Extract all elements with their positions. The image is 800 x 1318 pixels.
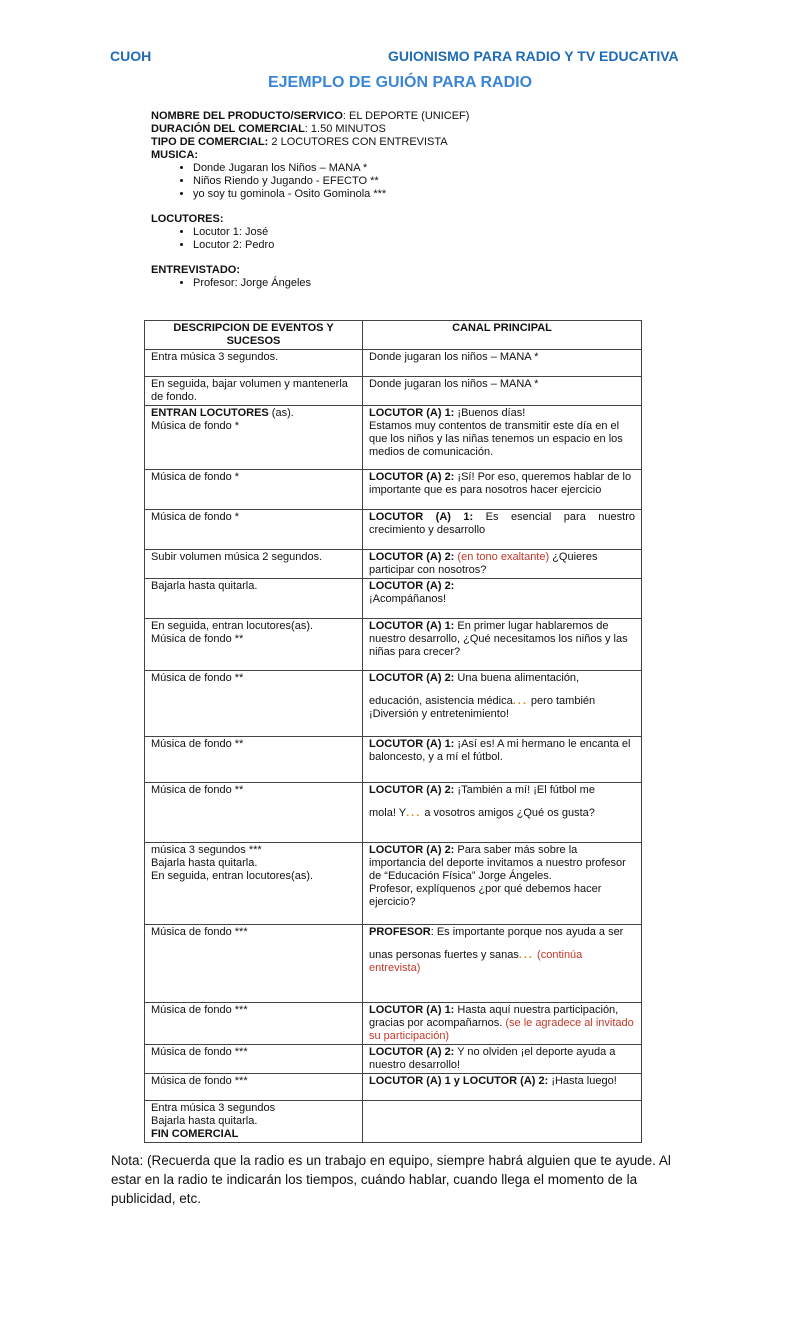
table-row bbox=[145, 843, 642, 925]
table-row bbox=[145, 510, 642, 550]
speaker-label: LOCUTOR (A) 1: bbox=[369, 738, 455, 750]
desc-line: En seguida, entran locutores(as). bbox=[151, 620, 314, 632]
list-item: • Profesor: Jorge Ángeles bbox=[193, 277, 651, 290]
desc-line: Entra música 3 segundos bbox=[151, 1102, 276, 1114]
desc-cell bbox=[145, 579, 363, 619]
product-info bbox=[151, 110, 651, 290]
canal-text: ¡Hasta luego! bbox=[548, 1075, 617, 1087]
desc-cell bbox=[145, 350, 363, 377]
canal-text: Es esencial para nuestro crecimiento y desarrollo bbox=[369, 511, 635, 536]
product-label: NOMBRE DEL PRODUCTO/SERVICO bbox=[151, 110, 343, 122]
desc-line: Subir volumen música 2 segundos. bbox=[151, 551, 323, 563]
ellipsis: ... bbox=[406, 807, 422, 819]
table-row bbox=[145, 1045, 642, 1074]
desc-cell bbox=[145, 1045, 363, 1074]
speaker-label: LOCUTOR (A) 2: bbox=[369, 580, 455, 592]
canal-text: Hasta aquí nuestra participación, gracias por acompañarnos. bbox=[369, 1004, 619, 1029]
desc-bold: ENTRAN LOCUTORES bbox=[151, 407, 269, 419]
canal-cell bbox=[363, 1101, 642, 1143]
canal-text: pero también ¡Diversión y entretenimiento! bbox=[369, 695, 596, 720]
desc-line: Música de fondo ** bbox=[151, 738, 244, 750]
column-header-canal: CANAL PRINCIPAL bbox=[363, 321, 642, 350]
desc-cell bbox=[145, 510, 363, 550]
desc-line: Música de fondo *** bbox=[151, 1075, 248, 1087]
speaker-label: LOCUTOR (A) 2: bbox=[369, 551, 455, 563]
canal-text: ¡Buenos días! bbox=[454, 407, 526, 419]
stage-direction: (se le agradece al invitado su participación) bbox=[369, 1017, 634, 1042]
canal-text: mola! Y bbox=[369, 807, 407, 819]
speaker-label: LOCUTOR (A) 2: bbox=[369, 672, 455, 684]
desc-line: Música de fondo * bbox=[151, 471, 240, 483]
table-row bbox=[145, 737, 642, 783]
canal-cell bbox=[363, 925, 642, 1003]
canal-text: Profesor, explíquenos ¿por qué debemos hacer ejercicio? bbox=[369, 883, 602, 908]
canal-text: ¿Quieres participar con nosotros? bbox=[369, 551, 598, 576]
desc-cell bbox=[145, 377, 363, 406]
canal-cell bbox=[363, 737, 642, 783]
canal-cell bbox=[363, 783, 642, 843]
speaker-label: LOCUTOR (A) 1: bbox=[369, 1004, 455, 1016]
desc-line: Música de fondo * bbox=[151, 511, 240, 523]
table-header-row bbox=[145, 321, 642, 350]
desc-line: Música de fondo *** bbox=[151, 1046, 248, 1058]
ellipsis: ... bbox=[518, 949, 534, 961]
list-item: • Donde Jugaran los Niños – MANA * bbox=[193, 162, 651, 175]
desc-line: En seguida, bajar volumen y mantenerla de fondo. bbox=[151, 378, 348, 403]
table-row bbox=[145, 550, 642, 579]
list-item: • yo soy tu gominola - Osito Gominola *** bbox=[193, 188, 651, 201]
list-item: • Niños Riendo y Jugando - EFECTO ** bbox=[193, 175, 651, 188]
table-row bbox=[145, 619, 642, 671]
type-label: TIPO DE COMERCIAL: bbox=[151, 136, 269, 148]
speaker-label: LOCUTOR (A) 2: bbox=[369, 844, 455, 856]
duration-label: DURACIÓN DEL COMERCIAL bbox=[151, 123, 305, 135]
table-row bbox=[145, 1003, 642, 1045]
header-left: CUOH bbox=[110, 48, 152, 64]
canal-cell bbox=[363, 377, 642, 406]
music-label: MUSICA: bbox=[151, 149, 199, 161]
canal-cell bbox=[363, 619, 642, 671]
speaker-label: LOCUTOR (A) 2: bbox=[369, 1046, 455, 1058]
canal-text: a vosotros amigos ¿Qué os gusta? bbox=[421, 807, 595, 819]
desc-line: Bajarla hasta quitarla. bbox=[151, 580, 258, 592]
speaker-label: LOCUTOR (A) 2: bbox=[369, 784, 455, 796]
desc-line: Música de fondo ** bbox=[151, 633, 244, 645]
locutores-list bbox=[151, 226, 651, 252]
canal-cell bbox=[363, 510, 642, 550]
desc-cell bbox=[145, 925, 363, 1003]
table-row bbox=[145, 377, 642, 406]
stage-direction: (continúa entrevista) bbox=[369, 949, 583, 974]
canal-text: educación, asistencia médica bbox=[369, 695, 513, 707]
table-row bbox=[145, 470, 642, 510]
canal-text: Para saber más sobre la importancia del deporte invitamos a nuestro profesor de “Educación Física” Jorge Ángeles. bbox=[369, 844, 626, 882]
desc-cell bbox=[145, 619, 363, 671]
desc-tail: (as). bbox=[268, 407, 294, 419]
note-paragraph: Nota: (Recuerda que la radio es un trabajo en equipo, siempre habrá alguien que te ayude. Al estar en la radio te indicarán los tiempos, cuándo hablar, cuando llega el momento de la publicidad, etc. bbox=[111, 1153, 671, 1206]
canal-text: : Es importante porque nos ayuda a ser bbox=[430, 926, 624, 938]
entrevistado-list bbox=[151, 277, 651, 290]
desc-line: Música de fondo * bbox=[151, 420, 240, 432]
desc-line: música 3 segundos *** bbox=[151, 844, 262, 856]
canal-text: ¡Acompáñanos! bbox=[369, 593, 447, 605]
canal-cell bbox=[363, 1045, 642, 1074]
table-row bbox=[145, 1101, 642, 1143]
speaker-label: LOCUTOR (A) 1: bbox=[369, 511, 474, 523]
canal-text: unas personas fuertes y sanas bbox=[369, 949, 519, 961]
header-right: GUIONISMO PARA RADIO Y TV EDUCATIVA bbox=[388, 48, 679, 64]
stage-direction: (en tono exaltante) bbox=[454, 551, 550, 563]
list-item: • Locutor 2: Pedro bbox=[193, 239, 651, 252]
desc-line: Música de fondo ** bbox=[151, 672, 244, 684]
product-value: : EL DEPORTE (UNICEF) bbox=[342, 110, 470, 122]
speaker-label: LOCUTOR (A) 2: bbox=[369, 471, 455, 483]
column-header-events: DESCRIPCION DE EVENTOS Y SUCESOS bbox=[145, 321, 363, 350]
table-row bbox=[145, 350, 642, 377]
speaker-label: LOCUTOR (A) 1: bbox=[369, 620, 455, 632]
type-value: 2 LOCUTORES CON ENTREVISTA bbox=[268, 136, 448, 148]
canal-text: ¡Así es! A mi hermano le encanta el baloncesto, y a mí el fútbol. bbox=[369, 738, 631, 763]
canal-text: Y no olviden ¡el deporte ayuda a nuestro desarrollo! bbox=[369, 1046, 616, 1071]
desc-cell bbox=[145, 1003, 363, 1045]
desc-line: Música de fondo ** bbox=[151, 784, 244, 796]
desc-cell bbox=[145, 470, 363, 510]
desc-cell bbox=[145, 783, 363, 843]
entrevistado-label: ENTREVISTADO: bbox=[151, 264, 241, 276]
script-table bbox=[144, 320, 642, 1143]
table-row bbox=[145, 579, 642, 619]
list-item: • Locutor 1: José bbox=[193, 226, 651, 239]
canal-text: En primer lugar hablaremos de nuestro desarrollo, ¿Qué necesitamos los niños y las niñas para crecer? bbox=[369, 620, 628, 658]
canal-text: Una buena alimentación, bbox=[454, 672, 580, 684]
canal-text: Estamos muy contentos de transmitir este día en el que los niños y las niñas tenemos un espacio en los medios de comunicación. bbox=[369, 420, 623, 458]
canal-cell bbox=[363, 579, 642, 619]
locutores-label: LOCUTORES: bbox=[151, 213, 224, 225]
canal-cell bbox=[363, 1074, 642, 1101]
speaker-label: PROFESOR bbox=[369, 926, 431, 938]
desc-cell bbox=[145, 1074, 363, 1101]
table-row bbox=[145, 671, 642, 737]
canal-cell bbox=[363, 406, 642, 470]
fin-comercial: FIN COMERCIAL bbox=[151, 1128, 239, 1140]
page-title: EJEMPLO DE GUIÓN PARA RADIO bbox=[267, 74, 533, 91]
ellipsis: ... bbox=[512, 695, 528, 707]
canal-text: Donde jugaran los niños – MANA * bbox=[369, 378, 539, 390]
desc-cell bbox=[145, 1101, 363, 1143]
canal-cell bbox=[363, 671, 642, 737]
speaker-label: LOCUTOR (A) 1: bbox=[369, 407, 455, 419]
desc-cell bbox=[145, 843, 363, 925]
desc-line: Bajarla hasta quitarla. bbox=[151, 857, 258, 869]
duration-value: : 1.50 MINUTOS bbox=[304, 123, 386, 135]
canal-text: Donde jugaran los niños – MANA * bbox=[369, 351, 539, 363]
desc-line: En seguida, entran locutores(as). bbox=[151, 870, 314, 882]
table-row bbox=[145, 783, 642, 843]
music-list bbox=[151, 162, 651, 201]
desc-line: Música de fondo *** bbox=[151, 1004, 248, 1016]
canal-cell bbox=[363, 550, 642, 579]
canal-cell bbox=[363, 350, 642, 377]
desc-line: Bajarla hasta quitarla. bbox=[151, 1115, 258, 1127]
canal-text: ¡También a mí! ¡El fútbol me bbox=[454, 784, 595, 796]
desc-cell bbox=[145, 737, 363, 783]
desc-line: Música de fondo *** bbox=[151, 926, 248, 938]
desc-cell bbox=[145, 550, 363, 579]
canal-cell bbox=[363, 843, 642, 925]
table-row bbox=[145, 406, 642, 470]
canal-cell bbox=[363, 1003, 642, 1045]
desc-line: Entra música 3 segundos. bbox=[151, 351, 279, 363]
desc-cell bbox=[145, 671, 363, 737]
table-row bbox=[145, 925, 642, 1003]
canal-text: ¡Sí! Por eso, queremos hablar de lo importante que es para nosotros hacer ejercicio bbox=[369, 471, 632, 496]
table-row bbox=[145, 1074, 642, 1101]
canal-cell bbox=[363, 470, 642, 510]
desc-cell bbox=[145, 406, 363, 470]
speaker-label: LOCUTOR (A) 1 y LOCUTOR (A) 2: bbox=[369, 1075, 549, 1087]
